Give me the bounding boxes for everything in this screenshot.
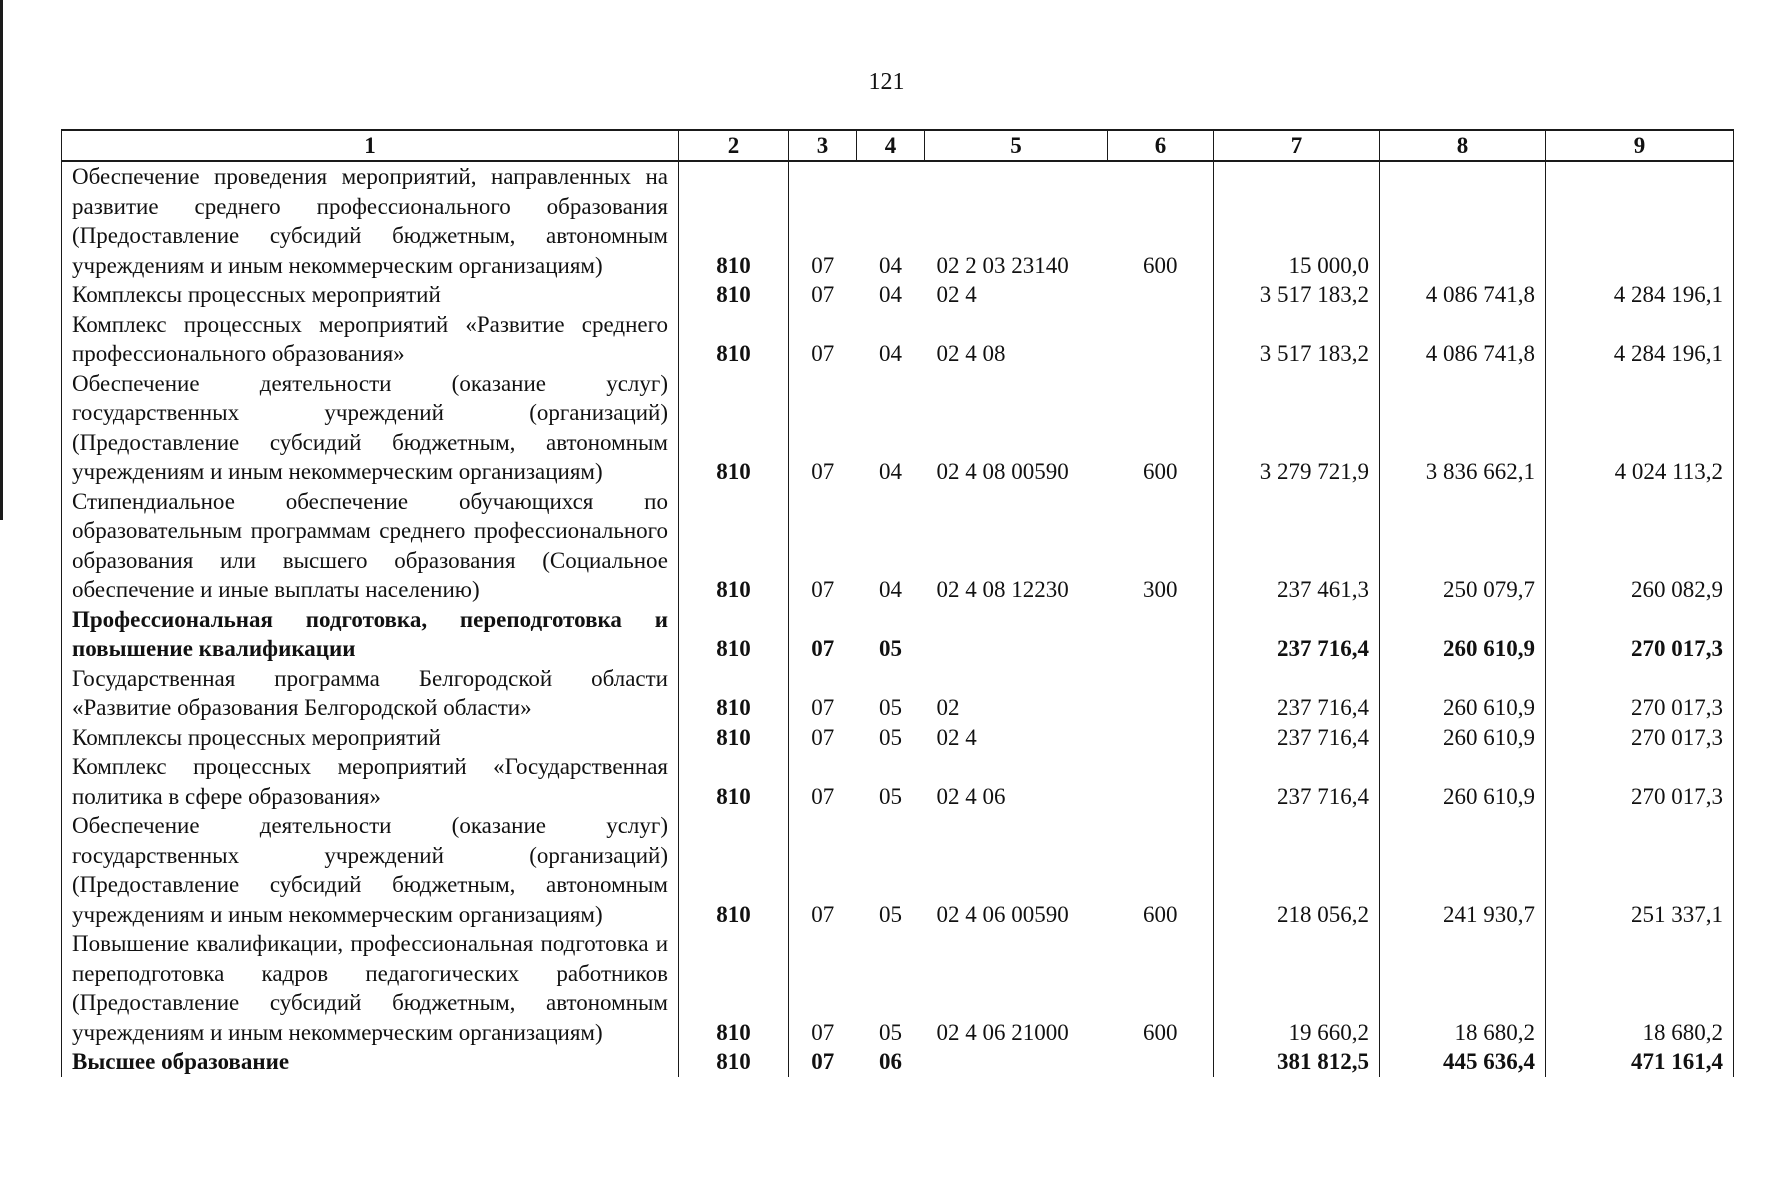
amount-col9-cell: 260 082,9 xyxy=(1546,487,1734,605)
amount-col8-cell: 250 079,7 xyxy=(1380,487,1546,605)
amount-col8-cell: 3 836 662,1 xyxy=(1380,369,1546,487)
expense-type-cell xyxy=(1108,280,1214,310)
row-name-cell: Комплекс процессных мероприятий «Государственная политика в сфере образования» xyxy=(62,752,679,811)
subsection-code-cell: 05 xyxy=(879,695,902,720)
ministry-code-cell: 810 xyxy=(679,752,789,811)
amount-col8-cell: 260 610,9 xyxy=(1380,752,1546,811)
ministry-code-cell: 810 xyxy=(679,280,789,310)
table-row xyxy=(62,161,1734,280)
amount-col7-cell: 237 461,3 xyxy=(1214,487,1380,605)
section-code-cell: 07 xyxy=(789,929,857,1047)
amount-col9-cell: 251 337,1 xyxy=(1546,811,1734,929)
ministry-code-cell: 810 xyxy=(679,605,789,664)
amount-col8-cell: 4 086 741,8 xyxy=(1380,310,1546,369)
amount-col9-cell: 4 284 196,1 xyxy=(1546,310,1734,369)
amount-col9-cell: 4 024 113,2 xyxy=(1546,369,1734,487)
subsection-code-cell: 04 xyxy=(879,252,902,278)
section-code-cell: 07 xyxy=(789,161,857,280)
table-body xyxy=(62,161,1734,1077)
ministry-code-cell: 810 xyxy=(679,487,789,605)
amount-col7-cell: 3 517 183,2 xyxy=(1214,280,1380,310)
table-row xyxy=(62,369,1734,487)
row-name-cell: Профессиональная подготовка, переподготовка и повышение квалификации xyxy=(62,605,679,664)
column-header: 5 xyxy=(925,130,1108,161)
table-row xyxy=(62,811,1734,929)
table-row xyxy=(62,310,1734,369)
amount-col7-cell: 218 056,2 xyxy=(1214,811,1380,929)
amount-col8-cell xyxy=(1380,161,1546,280)
table-row xyxy=(62,1047,1734,1077)
expense-type-cell xyxy=(1108,605,1214,664)
section-code-cell: 07 xyxy=(789,605,857,664)
column-header: 4 xyxy=(857,130,925,161)
ministry-code-cell: 810 xyxy=(679,723,789,753)
amount-col7-cell: 237 716,4 xyxy=(1214,605,1380,664)
section-code-cell: 07 xyxy=(789,369,857,487)
budget-table xyxy=(61,129,1734,1077)
row-name-cell: Повышение квалификации, профессиональная подготовка и переподготовка кадров педагогических работников (Предоставление субсидий бюджетным, автономным учреждениям и иным некоммерческим организациям) xyxy=(62,929,679,1047)
expense-type-cell: 300 xyxy=(1108,487,1214,605)
section-code-cell: 07 xyxy=(789,752,857,811)
amount-col8-cell: 4 086 741,8 xyxy=(1380,280,1546,310)
expense-type-cell xyxy=(1108,310,1214,369)
expense-type-cell xyxy=(1108,664,1214,723)
subsection-code-cell: 04 xyxy=(879,459,902,484)
expense-type-cell: 600 xyxy=(1108,369,1214,487)
column-header: 2 xyxy=(679,130,789,161)
subsection-code-cell: 05 xyxy=(879,783,902,809)
row-name-cell: Комплекс процессных мероприятий «Развитие среднего профессионального образования» xyxy=(62,310,679,369)
amount-col9-cell: 270 017,3 xyxy=(1546,605,1734,664)
subsection-code-cell: 05 xyxy=(879,901,902,927)
amount-col7-cell: 15 000,0 xyxy=(1214,161,1380,280)
row-name-cell: Обеспечение проведения мероприятий, направленных на развитие среднего профессионального образования (Предоставление субсидий бюджетным, автономным учреждениям и иным некоммерческим организациям) xyxy=(62,161,679,280)
target-article-cell xyxy=(925,1047,1108,1077)
subsection-code-cell: 05 xyxy=(879,1019,902,1045)
page-number: 121 xyxy=(868,69,905,95)
row-name-cell: Обеспечение деятельности (оказание услуг) государственных учреждений (организаций) (Предоставление субсидий бюджетным, автономным учреждениям и иным некоммерческим организациям) xyxy=(62,369,679,487)
section-code-cell: 07 xyxy=(789,1047,857,1077)
expense-type-cell xyxy=(1108,1047,1214,1077)
section-code-cell: 07 xyxy=(789,811,857,929)
amount-col9-cell: 270 017,3 xyxy=(1546,664,1734,723)
column-header: 8 xyxy=(1380,130,1546,161)
ministry-code-cell: 810 xyxy=(679,369,789,487)
amount-col7-cell: 3 279 721,9 xyxy=(1214,369,1380,487)
table-row xyxy=(62,487,1734,605)
target-article-cell: 02 4 08 00590 xyxy=(936,459,1069,484)
target-article-cell: 02 4 xyxy=(936,724,977,750)
amount-col9-cell: 18 680,2 xyxy=(1546,929,1734,1047)
subsection-code-cell: 05 xyxy=(879,636,902,661)
ministry-code-cell: 810 xyxy=(679,811,789,929)
ministry-code-cell: 810 xyxy=(679,1047,789,1077)
section-code-cell: 07 xyxy=(789,280,857,310)
ministry-code-cell: 810 xyxy=(679,161,789,280)
amount-col7-cell: 381 812,5 xyxy=(1214,1047,1380,1077)
amount-col8-cell: 18 680,2 xyxy=(1380,929,1546,1047)
amount-col8-cell: 241 930,7 xyxy=(1380,811,1546,929)
section-code-cell: 07 xyxy=(789,310,857,369)
target-article-cell: 02 4 08 12230 xyxy=(936,577,1069,602)
table-row xyxy=(62,723,1734,753)
column-header: 7 xyxy=(1214,130,1380,161)
table-row xyxy=(62,929,1734,1047)
amount-col8-cell: 445 636,4 xyxy=(1380,1047,1546,1077)
table-row xyxy=(62,664,1734,723)
target-article-cell: 02 4 06 00590 xyxy=(936,901,1069,927)
section-code-cell: 07 xyxy=(789,487,857,605)
amount-col9-cell: 471 161,4 xyxy=(1546,1047,1734,1077)
target-article-cell: 02 xyxy=(936,695,960,720)
amount-col7-cell: 237 716,4 xyxy=(1214,664,1380,723)
amount-col7-cell: 19 660,2 xyxy=(1214,929,1380,1047)
target-article-cell: 02 4 08 xyxy=(936,341,1006,366)
expense-type-cell: 600 xyxy=(1108,929,1214,1047)
amount-col7-cell: 237 716,4 xyxy=(1214,752,1380,811)
amount-col8-cell: 260 610,9 xyxy=(1380,664,1546,723)
column-header: 6 xyxy=(1108,130,1214,161)
subsection-code-cell: 04 xyxy=(879,341,902,366)
table-row xyxy=(62,752,1734,811)
amount-col7-cell: 3 517 183,2 xyxy=(1214,310,1380,369)
amount-col9-cell: 4 284 196,1 xyxy=(1546,280,1734,310)
target-article-cell: 02 4 06 xyxy=(936,783,1006,809)
row-name-cell: Высшее образование xyxy=(62,1047,679,1077)
subsection-code-cell: 04 xyxy=(879,577,902,602)
column-header: 1 xyxy=(62,130,679,161)
target-article-cell: 02 4 xyxy=(936,282,977,307)
column-header: 3 xyxy=(789,130,857,161)
row-name-cell: Комплексы процессных мероприятий xyxy=(62,280,679,310)
amount-col8-cell: 260 610,9 xyxy=(1380,723,1546,753)
amount-col7-cell: 237 716,4 xyxy=(1214,723,1380,753)
amount-col8-cell: 260 610,9 xyxy=(1380,605,1546,664)
subsection-code-cell: 05 xyxy=(879,724,902,750)
ministry-code-cell: 810 xyxy=(679,929,789,1047)
target-article-cell xyxy=(925,605,1108,664)
subsection-code-cell: 04 xyxy=(879,282,902,307)
ministry-code-cell: 810 xyxy=(679,310,789,369)
target-article-cell: 02 2 03 23140 xyxy=(936,252,1069,278)
row-name-cell: Государственная программа Белгородской области «Развитие образования Белгородской области» xyxy=(62,664,679,723)
table-row xyxy=(62,280,1734,310)
row-name-cell: Обеспечение деятельности (оказание услуг) государственных учреждений (организаций) (Предоставление субсидий бюджетным, автономным учреждениям и иным некоммерческим организациям) xyxy=(62,811,679,929)
amount-col9-cell xyxy=(1546,161,1734,280)
expense-type-cell xyxy=(1108,723,1214,753)
column-header: 9 xyxy=(1546,130,1734,161)
target-article-cell: 02 4 06 21000 xyxy=(936,1019,1069,1045)
section-code-cell: 07 xyxy=(789,664,857,723)
amount-col9-cell: 270 017,3 xyxy=(1546,723,1734,753)
header-row xyxy=(62,130,1734,161)
row-name-cell: Стипендиальное обеспечение обучающихся по образовательным программам среднего профессионального образования или высшего образования (Социальное обеспечение и иные выплаты населению) xyxy=(62,487,679,605)
expense-type-cell: 600 xyxy=(1108,161,1214,280)
section-code-cell: 07 xyxy=(789,723,857,753)
ministry-code-cell: 810 xyxy=(679,664,789,723)
expense-type-cell xyxy=(1108,752,1214,811)
amount-col9-cell: 270 017,3 xyxy=(1546,752,1734,811)
subsection-code-cell: 06 xyxy=(879,1049,902,1074)
row-name-cell: Комплексы процессных мероприятий xyxy=(62,723,679,753)
expense-type-cell: 600 xyxy=(1108,811,1214,929)
table-row xyxy=(62,605,1734,664)
